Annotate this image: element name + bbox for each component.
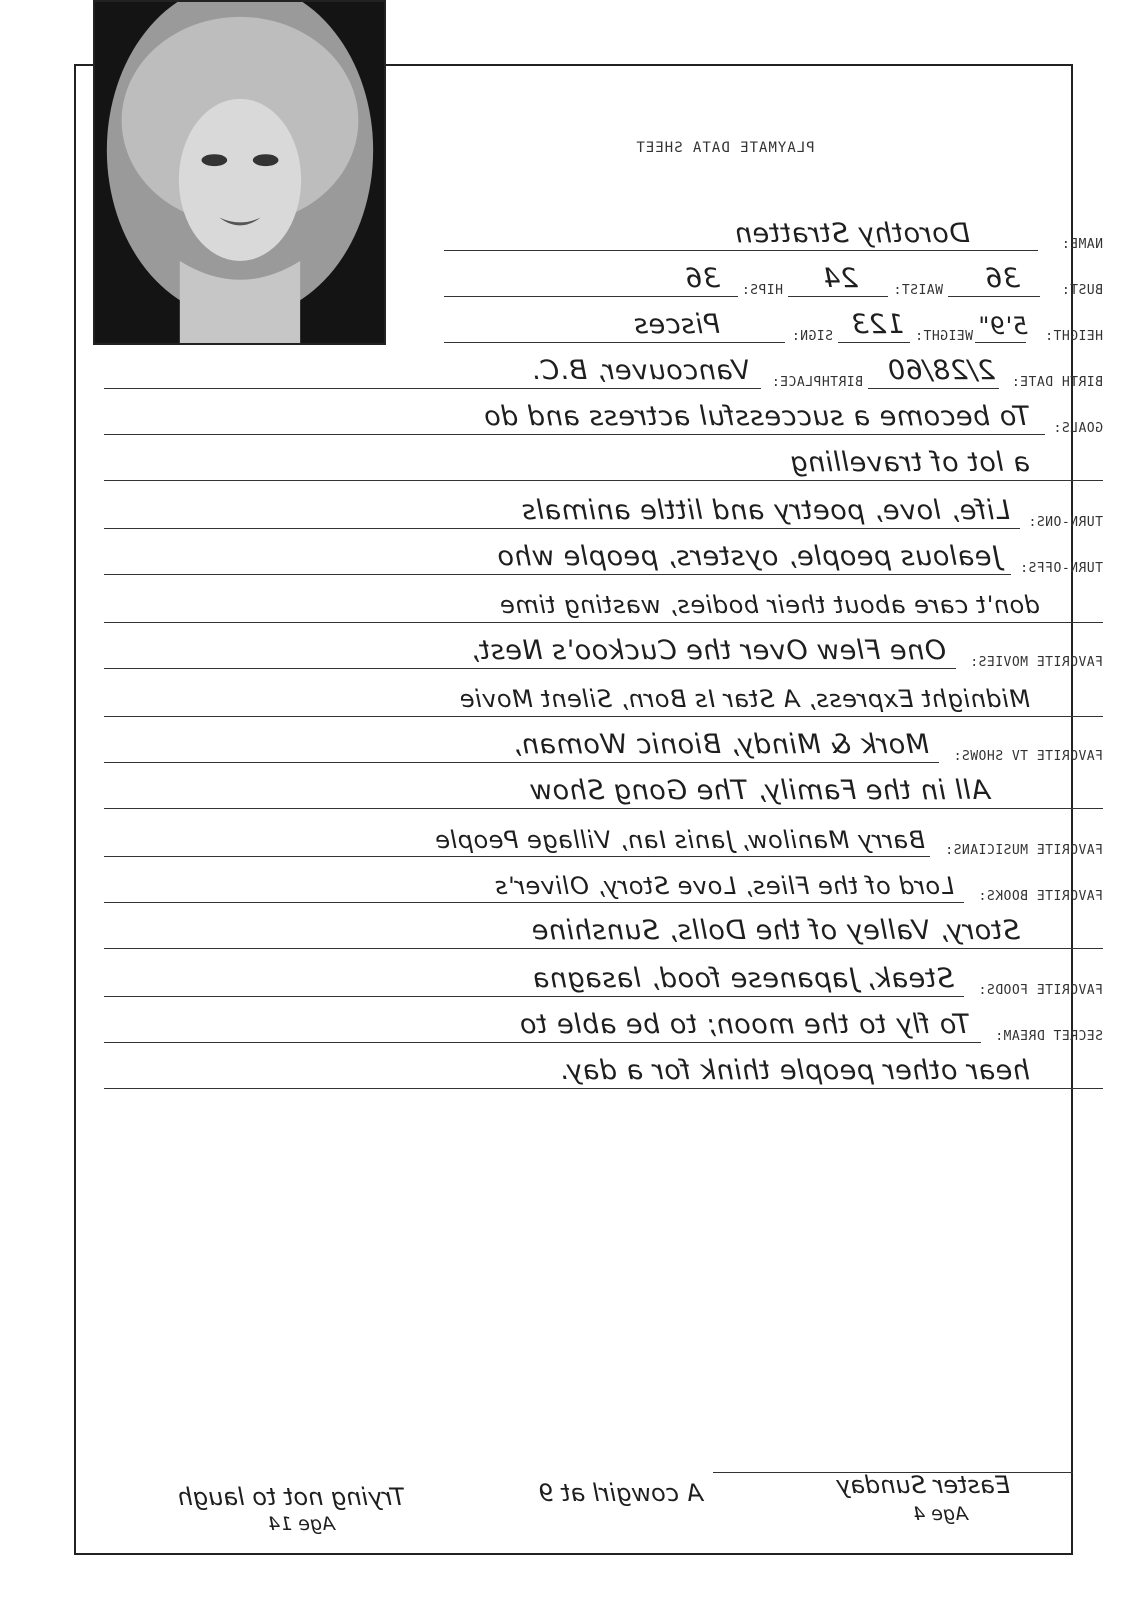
caption-easter-age: Age 4 [913,1503,968,1525]
secret-dream-value-1: To fly to the moon; to be able to [519,1009,970,1040]
name-line [444,250,1038,251]
caption-easter: Easter Sunday [836,1471,1010,1499]
portrait-photo [93,0,386,345]
height-label: HEIGHT: [1044,329,1103,344]
tv-shows-line-1 [104,762,939,763]
tv-shows-value-2: All in the Family, The Gong Show [529,775,990,806]
weight-line [838,342,910,343]
tv-shows-label: FAVORITE TV SHOWS: [953,749,1103,764]
secret-dream-label: SECRET DREAM: [994,1029,1103,1044]
name-label: NAME: [1061,237,1103,252]
foods-line [104,996,964,997]
movies-value-1: One Flew Over the Cuckoo's Nest, [470,635,946,666]
weight-label: WEIGHT: [914,329,973,344]
waist-line [788,296,888,297]
bust-label: BUST: [1061,283,1103,298]
movies-line-1 [104,668,956,669]
weight-value: 123 [850,309,904,340]
musicians-label: FAVORITE MUSICIANS: [944,843,1103,858]
sign-label: SIGN: [791,329,833,344]
secret-dream-line-1 [104,1042,981,1043]
hips-line [444,296,738,297]
movies-label: FAVORITE MOVIES: [969,655,1103,670]
birth-date-line [868,388,999,389]
height-line [975,342,1026,343]
birthplace-value: Vancouver, B.C. [530,355,750,386]
turn-offs-line-1 [104,574,1011,575]
foods-label: FAVORITE FOODS: [978,983,1103,998]
musicians-line [104,856,930,857]
bust-line [948,296,1040,297]
sign-value: Pisces [633,309,720,340]
movies-line-2 [104,716,1103,717]
goals-line-1 [104,434,1045,435]
sign-line [444,342,785,343]
turn-offs-line-2 [104,622,1103,623]
goals-value-1: To become a successful actress and do [483,401,1030,432]
turn-ons-label: TURN-ONS: [1028,515,1103,530]
goals-value-2: a lot of travelling [789,447,1030,478]
musicians-value: Barry Manilow, Janis Ian, Village People [434,826,925,854]
goals-line-2 [104,480,1103,481]
books-value-2: Story, Valley of the Dolls, Sunshine [531,915,1020,946]
height-value: 5'9" [977,312,1028,340]
books-label: FAVORITE BOOKS: [978,889,1103,904]
secret-dream-value-2: hear other people think for a day. [558,1055,1030,1086]
goals-label: GOALS: [1053,421,1103,436]
tv-shows-line-2 [104,808,1103,809]
bust-value: 36 [984,263,1020,294]
sheet-title: PLAYMATE DATA SHEET [635,140,815,156]
birthplace-label: BIRTHPLACE: [771,375,863,390]
caption-laugh-age: Age 14 [268,1513,335,1535]
foods-value: Steak, Japanese food, lasagna [532,963,954,994]
name-value: Dorothy Stratten [734,218,970,249]
waist-value: 24 [822,263,858,294]
caption-laugh: Trying not to laugh [177,1483,405,1511]
birth-date-label: BIRTH DATE: [1011,375,1103,390]
books-line-2 [104,948,1103,949]
books-line-1 [104,902,964,903]
birthplace-line [104,388,761,389]
hips-label: HIPS: [741,283,783,298]
secret-dream-line-2 [104,1088,1103,1089]
turn-ons-value: Life, love, poetry and little animals [521,495,1010,526]
hips-value: 36 [684,263,720,294]
turn-offs-value-2: don't care about their bodies, wasting time [499,591,1040,619]
tv-shows-value-1: Mork & Mindy, Bionic Woman, [512,729,929,760]
movies-value-2: Midnight Express, A Star Is Born, Silent Movie [459,685,1030,713]
caption-cowgirl: A cowgirl at 9 [538,1479,703,1507]
turn-offs-value-1: Jealous people, oysters, people who [497,541,1000,572]
waist-label: WAIST: [893,283,943,298]
turn-ons-line [104,528,1020,529]
turn-offs-label: TURN-OFFS: [1019,561,1103,576]
books-value-1: Lord of the Flies, Love Story, Oliver's [494,872,954,900]
birth-date-value: 2/28/60 [887,355,995,386]
